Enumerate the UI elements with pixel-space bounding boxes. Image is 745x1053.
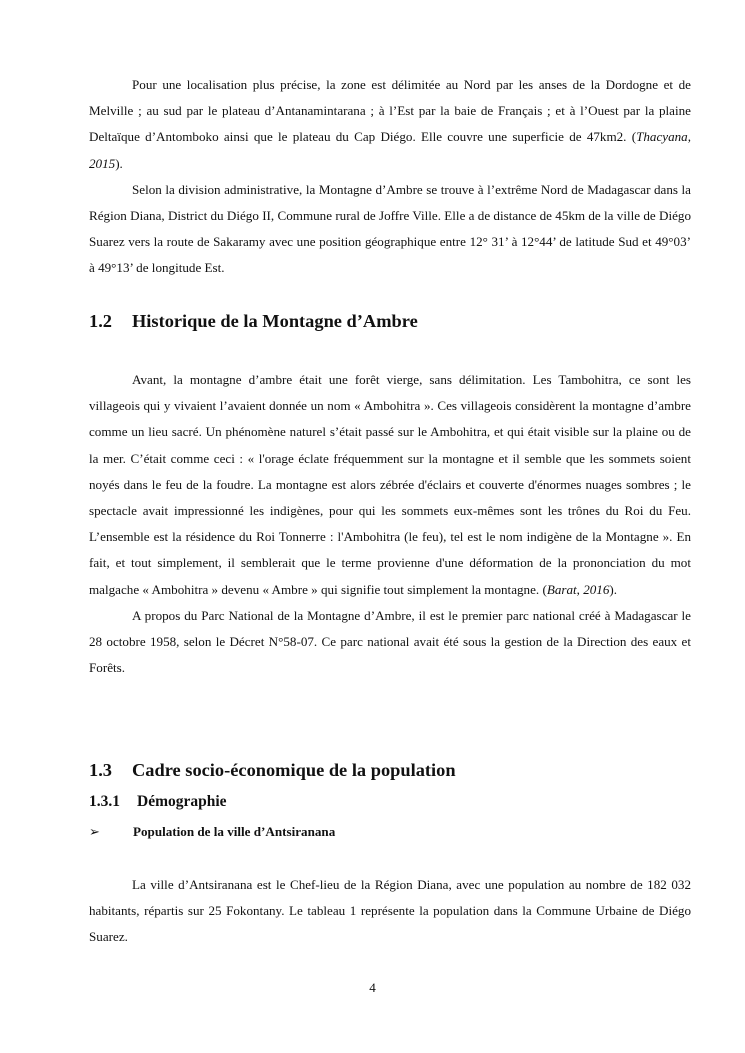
page-number: 4 [369, 980, 376, 995]
section-heading-1-2 [89, 311, 418, 332]
demographie-block [89, 872, 691, 951]
intro-block [89, 72, 691, 282]
citation-barat-year: 2016 [583, 581, 610, 597]
citation-thacyana: Thacyana, 2015 [89, 129, 691, 171]
paragraph-historique: Avant, la montagne d’ambre était une forêt vierge, sans délimitation. Les Tambohitra, ce sont les villageois qui y vivaient l’avaient donnée un nom « Ambohitra ». Ces villageois considèrent la montagne d’ambre comme un lieu sacré. Un phénomène naturel s’était passé sur le Ambohitra, et qui était visible sur la plaine ou de la mer. C’était comme ceci : « l'orage éclate fréquemment sur la montagne et il semble que les sommets soient noyés dans le feu de la foudre. La montagne est alors zébrée d'éclairs et couverte d'énormes nuages sombres ; le spectacle avait impressionné les indigènes, pour qui les sommets eux-mêmes sont les trônes du Roi du Feu. L’ensemble est la résidence du Roi Tonnerre : l'Ambohitra (le feu), tel est le nom indigène de la Montagne ». En fait, et tout simplement, il semblerait que le terme provienne d'une déformation de la prononciation du mot malgache « Ambohitra » devenu « Ambre » qui signifie tout simplement la montagne. (Barat, 2016). [89, 372, 691, 597]
section-title: Historique de la Montagne d’Ambre [132, 311, 418, 331]
paragraph-localisation: Pour une localisation plus précise, la zone est délimitée au Nord par les anses de la Dordogne et de Melville ; au sud par le plateau d’Antanamintarana ; à l’Est par la baie de Français ; et à l’Ouest par la plaine Deltaïque d’Antomboko ainsi que le plateau du Cap Diégo. Elle couvre une superficie de 47km2. (Thacyana, 2015). [89, 77, 691, 171]
citation-barat-author: Barat [546, 581, 577, 597]
arrow-bullet-icon: ➢ [89, 824, 100, 839]
subsection-number: 1.3.1 [89, 793, 120, 810]
bullet-heading-population [89, 824, 335, 840]
subsection-heading-1-3-1 [89, 793, 227, 811]
paragraph-antsiranana: La ville d’Antsiranana est le Chef-lieu de la Région Diana, avec une population au nombre de 182 032 habitants, répartis sur 25 Fokontany. Le tableau 1 représente la population dans la Commune Urbaine de Diégo Suarez. [89, 877, 691, 945]
bullet-title: Population de la ville d’Antsiranana [133, 824, 336, 839]
historique-block [89, 367, 691, 681]
subsection-title: Démographie [137, 793, 227, 810]
section-number: 1.2 [89, 311, 112, 331]
section-title: Cadre socio-économique de la population [132, 760, 456, 780]
paragraph-division-administrative: Selon la division administrative, la Montagne d’Ambre se trouve à l’extrême Nord de Madagascar dans la Région Diana, District du Diégo II, Commune rural de Joffre Ville. Elle a de distance de 45km de la ville de Diégo Suarez vers la route de Sakaramy avec une position géographique entre 12° 31’ à 12°44’ de latitude Sud et 49°03’ à 49°13’ de longitude Est. [89, 181, 691, 276]
paragraph-parc-national: A propos du Parc National de la Montagne d’Ambre, il est le premier parc national créé à Madagascar le 28 octobre 1958, selon le Décret N°58-07. Ce parc national avait été sous la gestion de la Direction des eaux et Forêts. [89, 607, 691, 676]
section-heading-1-3 [89, 760, 456, 781]
section-number: 1.3 [89, 760, 112, 780]
